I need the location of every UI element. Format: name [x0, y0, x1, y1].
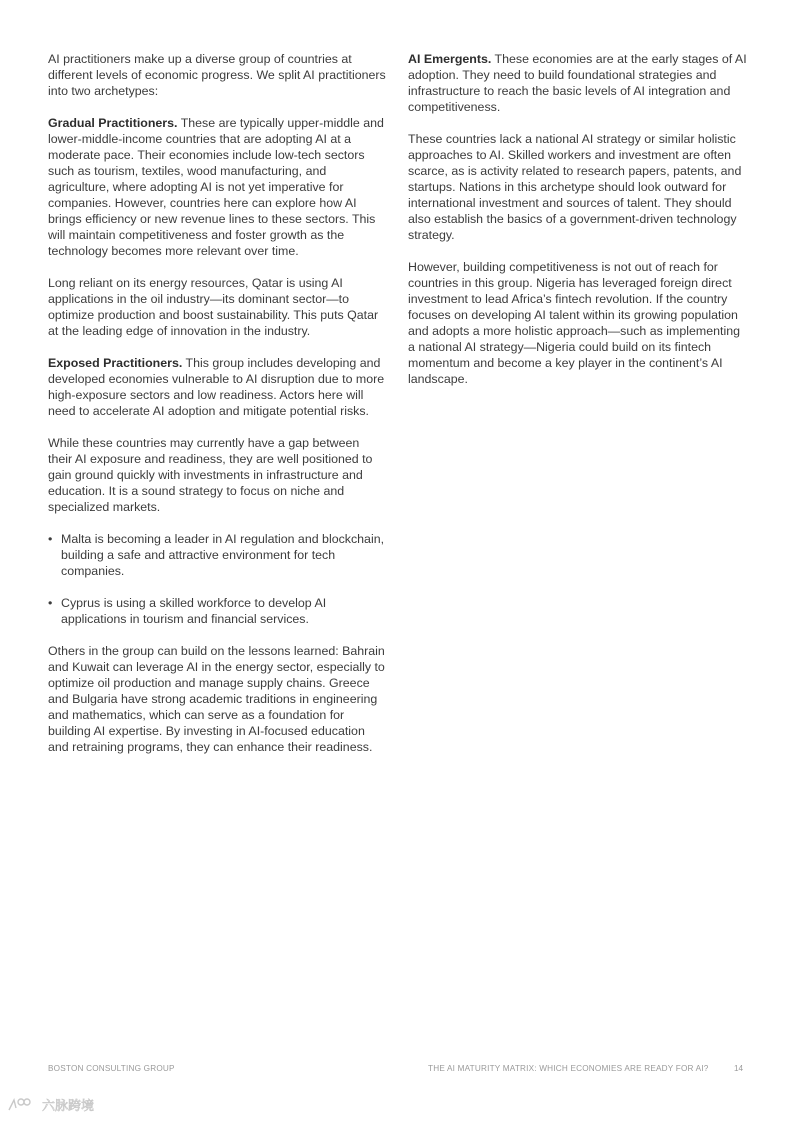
- exposed-practitioners-text: This group includes developing and developed economies vulnerable to AI disruption due to more high-exposure sectors and low readiness. Actors here will need to accelerate AI adoption and mitigate potential risks.: [48, 356, 385, 418]
- gradual-practitioners-text: These are typically upper-middle and lower-middle-income countries that are adopting AI at a moderate pace. Their economies include low-tech sectors such as tourism, textiles, wood manufacturing, and agriculture, where adopting AI is not yet imperative for companies. However, countries here can explore how AI brings efficiency or new revenue lines to these sectors. This will maintain competitiveness and foster growth as the technology becomes more relevant over time.: [48, 116, 384, 258]
- exposed-practitioners-heading: Exposed Practitioners.: [48, 356, 183, 370]
- ai-emergents-paragraph: [408, 51, 748, 115]
- right-column: [408, 51, 748, 403]
- gradual-practitioners-heading: Gradual Practitioners.: [48, 116, 178, 130]
- footer-publisher: BOSTON CONSULTING GROUP: [48, 1064, 175, 1073]
- page-number: 14: [734, 1064, 744, 1073]
- watermark-mark-icon: [9, 1099, 30, 1110]
- others-paragraph: Others in the group can build on the lessons learned: Bahrain and Kuwait can leverage AI in the energy sector, especially to optimize oil production and manage supply chains. Greece and Bulgaria have strong academic traditions in engineering and mathematics, which can serve as a foundation for building AI expertise. By investing in AI-focused education and retraining programs, they can enhance their readiness.: [48, 644, 385, 754]
- footer-report-title: THE AI MATURITY MATRIX: WHICH ECONOMIES ARE READY FOR AI?: [428, 1064, 709, 1073]
- bullet-item-malta: • Malta is becoming a leader in AI regulation and blockchain, building a safe and attractive environment for tech companies.: [48, 531, 386, 579]
- lack-strategy-paragraph: These countries lack a national AI strategy or similar holistic approaches to AI. Skilled workers and investment are often scarce, as is activity related to research papers, patents, and startups. Nations in this archetype should look outward for international investment and sources of talent. They should also establish the basics of a government-driven technology strategy.: [408, 132, 742, 242]
- bullet-item-cyprus: • Cyprus is using a skilled workforce to develop AI applications in tourism and financial services.: [48, 595, 386, 627]
- examples-bullet-list: [48, 531, 386, 627]
- exposed-practitioners-paragraph: [48, 355, 386, 419]
- nigeria-paragraph: However, building competitiveness is not out of reach for countries in this group. Nigeria has leveraged foreign direct investment to lead Africa’s fintech revolution. If the country focuses on developing AI talent within its growing population and adopts a more holistic approach—such as implementing a national AI strategy—Nigeria could build on its fintech momentum and become a key player in the continent’s AI landscape.: [408, 260, 740, 386]
- ai-emergents-heading: AI Emergents.: [408, 52, 492, 66]
- watermark-text: 六脉跨境: [42, 1099, 95, 1114]
- intro-paragraph: AI practitioners make up a diverse group of countries at different levels of economic progress. We split AI practitioners into two archetypes:: [48, 52, 386, 98]
- gap-paragraph: While these countries may currently have a gap between their AI exposure and readiness, they are well positioned to gain ground quickly with investments in infrastructure and education. It is a sound strategy to focus on niche and specialized markets.: [48, 436, 373, 514]
- watermark-logo: [6, 1094, 110, 1116]
- qatar-paragraph: Long reliant on its energy resources, Qatar is using AI applications in the oil industry—its dominant sector—to optimize production and boost sustainability. This puts Qatar at the leading edge of innovation in the industry.: [48, 276, 379, 338]
- left-column: [48, 51, 386, 771]
- gradual-practitioners-paragraph: [48, 115, 386, 259]
- ai-emergents-text: These economies are at the early stages of AI adoption. They need to build foundational strategies and infrastructure to reach the basic levels of AI integration and competitiveness.: [408, 52, 747, 114]
